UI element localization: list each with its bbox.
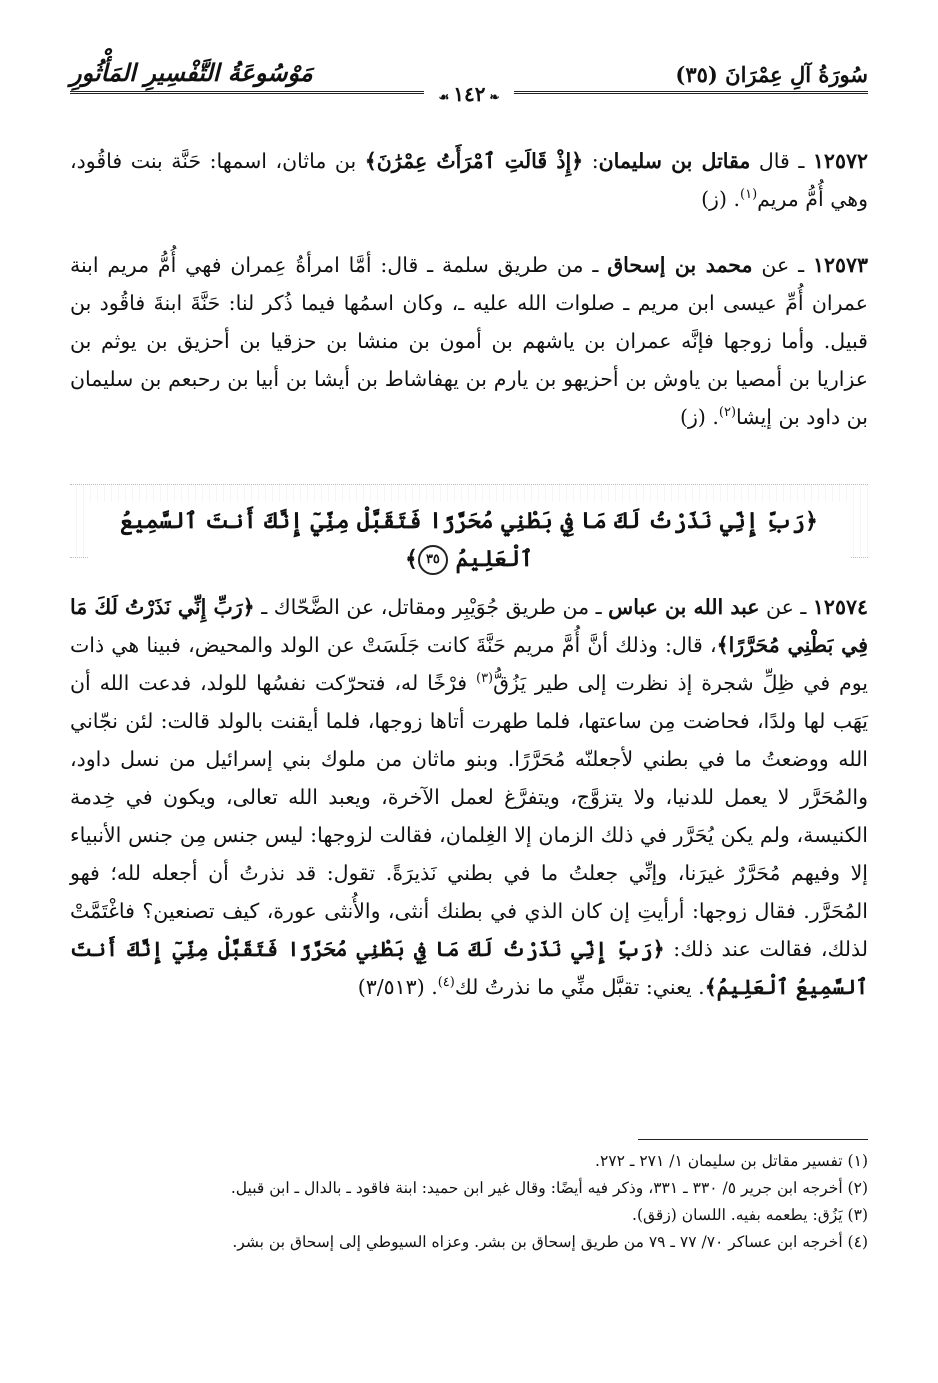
verse-banner	[70, 484, 868, 572]
footnote-1: (١) تفسير مقاتل بن سليمان ١/ ٢٧١ ـ ٢٧٢.	[595, 1152, 868, 1170]
quran-quote: ﴿إِذْ قَالَتِ ٱمْرَأَتُ عِمْرَٰنَ﴾	[364, 149, 584, 173]
footnote-3: (٣) يَزُق: يطعمه بفيه. اللسان (زقق).	[632, 1206, 868, 1224]
footnote-ref: (٢)	[718, 405, 737, 421]
narrator-name: مقاتل بن سليمان	[598, 149, 751, 173]
page-header	[70, 58, 868, 106]
footnote-2: (٢) أخرجه ابن جرير ٥/ ٣٣٠ ـ ٣٣١، وذكر فيه أيضًا: وقال غير ابن حميد: ابنة فاقود ـ بالدال ـ ابن قبيل.	[230, 1179, 868, 1197]
entry-number: ١٢٥٧٢	[812, 149, 868, 173]
entry-number: ١٢٥٧٤	[812, 595, 868, 619]
entry-12574: ١٢٥٧٤ ـ عن عبد الله بن عباس ـ من طريق جُوَيْبِر ومقاتل، عن الضَّحّاك ـ ﴿رَبِّ إِنِّي نَذَرْتُ لَكَ مَا فِي بَطْنِي مُحَرَّرًا﴾، قال: وذلك أنَّ أُمَّ مريم حَنَّةَ كانت جَلَسَتْ عن الولد والمحيض، فبينا هي ذات يوم في ظِلِّ شجرة إذ نظرت إلى طير يَزُقُّ$^{(٣)}$ فرْخًا له، فتحرّكت نفسُها للولد، فدعت الله أن يَهَب لها ولدًا، فحاضت مِن ساعتها، فلما طهرت أتاها زوجها، فلما أيقنت بالولد قالت: لئن نجّاني الله ووضعتُ ما في بطني لأجعلنّه مُحَرَّرًا. وبنو ماثان من ملوك بني إسرائيل من نسل داود، والمُحَرَّر لا يعمل للدنيا، ولا يتزوَّج، ويتفرَّغ لعمل الآخرة، ويعبد الله تعالى، ويكون في خِدمة الكنيسة، ولم يكن يُحَرَّر في ذلك الزمان إلا الغِلمان، فقالت لزوجها: ليس جنس مِن جنس الأنبياء إلا وفيهم مُحَرَّرٌ غيرَنا، وإنِّي جعلتُ ما في بطني نَذيرَةً. تقول: قد نذرتُ أن أجعله لله؛ فهو المُحَرَّر. فقال زوجها: أرأيتِ إن كان الذي في بطنك أنثى، والأُنثى عورة، كيف تصنعين؟ فاغْتَمَّتْ لذلك، فقالت عند ذلك: ﴿رَبِّ إِنِّي نَذَرْتُ لَكَ مَا فِي بَطْنِي مُحَرَّرًا فَتَقَبَّلْ مِنِّيٓ إِنَّكَ أَنتَ ٱلسَّمِيعُ ٱلْعَلِيمُ﴾. يعني: تقبَّل منِّي ما نذرتُ لك$^{(٤)}$. (٣/٥١٣)	[70, 595, 868, 999]
ornament-icon: ☙	[438, 90, 450, 104]
footnote-ref: (٣)	[475, 671, 494, 687]
quran-quote: ﴿رَبِّ إِنِّي نَذَرْتُ لَكَ مَا فِي بَطْنِي مُحَرَّرًا﴾	[70, 595, 868, 657]
surah-title: سُورَةُ آلِ عِمْرَانَ (٣٥)	[675, 62, 868, 87]
page-number: ❧١٤٢☙	[424, 82, 513, 106]
entry-12573: ١٢٥٧٣ ـ عن محمد بن إسحاق ـ من طريق سلمة ـ قال: أمَّا امرأةُ عِمران فهي أُمُّ مريم ابنة عمران أُمِّ عيسى ابن مريم ـ صلوات الله عليه ـ، وكان اسمُها فيما ذُكر لنا: حَنَّةَ ابنةَ فاقُود بن قبيل. وأما زوجها فإنَّه عمران بن ياشهم بن أمون بن منشا بن حزقيا بن أحزيق بن يوثم بن عزاريا بن أمصيا بن ياوش بن أحزيهو بن يارم بن يهفاشاط بن أيشا بن أبيا بن رحبعم بن سليمان بن داود بن إيشا$^{(٢)}$. (ز)	[70, 253, 868, 429]
narrator-name: محمد بن إسحاق	[607, 253, 753, 277]
footnote-ref: (١)	[740, 187, 758, 203]
verse-text: ﴿رَبِّ إِنِّي نَذَرْتُ لَكَ مَا فِي بَطْنِي مُحَرَّرًا فَتَقَبَّلْ مِنِّيٓ إِنَّكَ أَنتَ ٱلسَّمِيعُ ٱلْعَلِيمُ ٣٥﴾	[88, 502, 850, 578]
ornament-icon: ❧	[489, 90, 500, 104]
quran-quote: ﴿رَبِّ إِنِّي نَذَرْتُ لَكَ مَا فِي بَطْنِي مُحَرَّرًا فَتَقَبَّلْ مِنِّيٓ إِنَّكَ أَنتَ ٱلسَّمِيعُ ٱلْعَلِيمُ﴾	[70, 937, 868, 999]
entry-number: ١٢٥٧٣	[812, 253, 868, 277]
footnote-4: (٤) أخرجه ابن عساكر ٧٠/ ٧٧ ـ ٧٩ من طريق إسحاق بن بشر. وعزاه السيوطي إلى إسحاق بن بشر.	[232, 1233, 868, 1251]
entry-12572: ١٢٥٧٢ ـ قال مقاتل بن سليمان: ﴿إِذْ قَالَتِ ٱمْرَأَتُ عِمْرَٰنَ﴾ بن ماثان، اسمها: حَنَّة بنت فاقُود، وهي أُمُّ مريم$^{(١)}$. (ز)	[70, 149, 868, 211]
footnotes	[70, 1148, 868, 1256]
footnote-ref: (٤)	[437, 975, 455, 991]
footnote-rule	[638, 1139, 868, 1140]
book-title: مَوْسُوعَةُ التَّفْسِيرِ المَأْثُورِ	[70, 58, 313, 87]
ayah-number-icon: ٣٥	[418, 545, 448, 575]
narrator-name: عبد الله بن عباس	[608, 595, 760, 619]
